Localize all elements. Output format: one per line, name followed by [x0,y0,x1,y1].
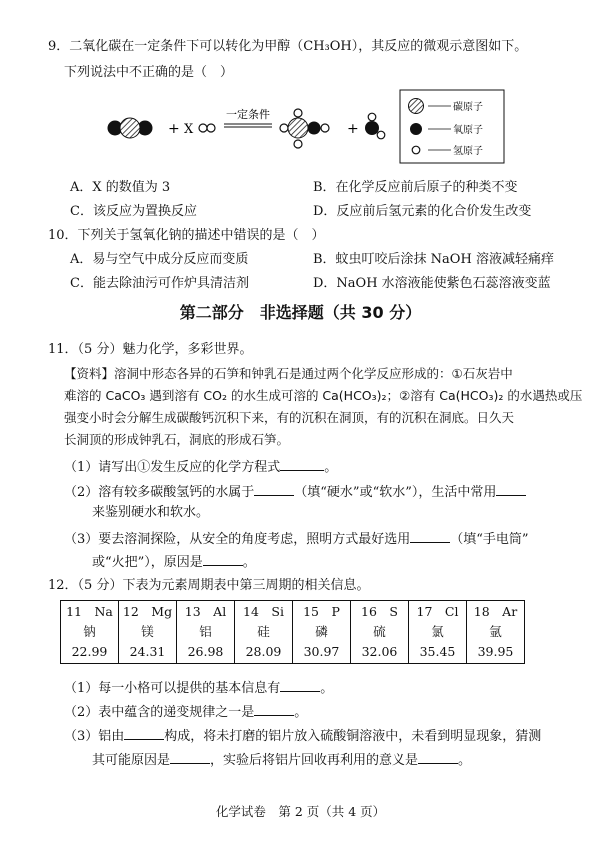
page-footer: 化学试卷 第 2 页（共 4 页） [215,804,386,819]
section-title: 第二部分 非选择题（共 30 分） [179,303,422,322]
q9-option-d: D．反应前后氢元素的化合价发生改变 [313,204,532,219]
element-name: 镁 [141,624,154,639]
q9-stem-line2: 下列说法中不正确的是（ ） [64,65,234,80]
element-number-symbol: 12 Mg [122,604,173,619]
element-cell-s [351,601,409,664]
q11-sub3 [64,529,529,549]
q12-sub3 [64,726,541,746]
periodic-table-period3 [60,600,525,664]
element-cell-al [177,601,235,664]
element-mass: 30.97 [303,644,340,659]
element-cell-ar [467,601,525,664]
q9-option-c: C．该反应为置换反应 [70,204,197,219]
q11-sub3-reason: 或“火把”），原因是 [92,555,203,570]
co2-molecule-icon [108,118,153,138]
carbon-atom-icon [409,99,424,114]
element-number-symbol: 18 Ar [473,604,518,619]
q12-sub3-text: （3）铝由 [64,729,125,744]
element-name: 铝 [199,624,212,639]
element-mass: 22.99 [71,644,108,659]
q9-stem-line1: 9．二氧化碳在一定条件下可以转化为甲醇（CH₃OH），其反应的微观示意图如下。 [48,39,528,54]
q10-option-c: C．能去除油污可作炉具清洁剂 [70,276,249,291]
methanol-molecule-icon [280,109,329,148]
plus-sign-1: + [168,121,180,137]
q11-sub2 [64,482,526,502]
q11-stem: 11．（5 分）魅力化学，多彩世界。 [48,342,253,357]
q12-sub3-line2 [92,750,471,770]
q11-material-line3: 强变小时会分解生成碳酸钙沉积下来，有的沉积在洞顶，有的沉积在洞底。日久天 [64,410,515,425]
element-name: 硅 [257,624,270,639]
q10-option-a: A．易与空气中成分反应而变质 [70,252,249,267]
element-number-symbol: 15 P [303,604,340,619]
plus-sign-2: + [347,121,359,137]
water-molecule-icon [365,113,385,139]
q12-sub1-end: 。 [320,681,334,696]
q11-sub2-cont: 来鉴别硬水和软水。 [92,505,210,520]
legend-carbon: 碳原子 [453,102,483,113]
element-cell-cl [409,601,467,664]
q11-material-line1: 【资料】溶洞中形态各异的石笋和钟乳石是通过两个化学反应形成的：①石灰岩中 [64,366,513,381]
q12-sub1 [64,678,333,698]
element-number-symbol: 17 Cl [416,604,459,619]
reaction-arrow-icon [224,124,272,127]
hydrogen-atom-icon [412,146,420,154]
element-mass: 24.31 [129,644,166,659]
element-mass: 39.95 [477,644,514,659]
element-name: 磷 [315,624,328,639]
q11-sub3-end: 。 [242,555,256,570]
element-name: 氩 [489,624,502,639]
element-cell-p [293,601,351,664]
q12-sub2-text: （2）表中蕴含的递变规律之一是 [64,705,255,720]
element-cell-na [61,601,119,664]
element-number-symbol: 11 Na [66,604,113,619]
element-mass: 35.45 [419,644,456,659]
element-name: 钠 [83,624,96,639]
q11-sub3-hint: （填“手电筒” [450,532,529,547]
element-number-symbol: 13 Al [184,604,227,619]
answer-blank[interactable] [254,482,294,496]
q12-sub2 [64,702,307,722]
element-number-symbol: 16 S [361,604,398,619]
element-name: 硫 [373,624,386,639]
answer-blank[interactable] [124,726,164,740]
q12-sub3-meaning: ，实验后将铝片回收再利用的意义是 [210,753,419,768]
h2-molecule-icon [199,124,215,132]
answer-blank[interactable] [254,702,294,716]
element-cell-si [235,601,293,664]
answer-blank[interactable] [418,750,458,764]
q12-sub3-end: 。 [458,753,472,768]
q10-stem: 10．下列关于氢氧化钠的描述中错误的是（ ） [48,228,325,243]
q12-sub3-cont: 构成，将未打磨的铝片放入硫酸铜溶液中，未看到明显现象，猜测 [164,729,542,744]
element-mass: 28.09 [245,644,282,659]
answer-blank[interactable] [170,750,210,764]
q12-sub3-reason: 其可能原因是 [92,753,171,768]
element-name: 氯 [431,624,444,639]
q12-sub1-text: （1）每一小格可以提供的基本信息有 [64,681,281,696]
legend-oxygen: 氧原子 [453,125,483,136]
q10-option-b: B．蚊虫叮咬后涂抹 NaOH 溶液减轻痛痒 [313,252,554,267]
element-number-symbol: 14 Si [243,604,284,619]
q11-sub3-text: （3）要去溶洞探险，从安全的角度考虑，照明方式最好选用 [64,532,411,547]
q11-sub1-end: 。 [324,460,338,475]
oxygen-atom-icon [410,123,422,135]
legend-hydrogen: 氢原子 [453,146,483,157]
answer-blank[interactable] [280,678,320,692]
x-coefficient: X [184,122,194,137]
answer-blank[interactable] [280,457,324,471]
answer-blank[interactable] [203,552,243,566]
q9-option-a: A．X 的数值为 3 [70,180,171,195]
q11-sub3-cont [92,552,256,572]
q11-material-line4: 长洞顶的形成钟乳石，洞底的形成石笋。 [64,432,290,447]
element-cell-mg [119,601,177,664]
element-mass: 32.06 [361,644,398,659]
answer-blank[interactable] [496,482,526,496]
atom-legend [400,90,504,163]
answer-blank[interactable] [410,529,450,543]
q11-sub2-hint: （填“硬水”或“软水”），生活中常用 [294,485,497,500]
q9-option-b: B．在化学反应前后原子的种类不变 [313,180,518,195]
element-mass: 26.98 [187,644,224,659]
q12-stem: 12．（5 分）下表为元素周期表中第三周期的相关信息。 [48,578,370,593]
q11-sub1-text: （1）请写出①发生反应的化学方程式 [64,460,281,475]
reaction-condition: 一定条件 [226,108,270,121]
q11-sub1 [64,457,337,477]
reaction-diagram [100,88,510,168]
q10-option-d: D．NaOH 水溶液能使紫色石蕊溶液变蓝 [313,276,551,291]
q12-sub2-end: 。 [294,705,308,720]
q11-sub2-text: （2）溶有较多碳酸氢钙的水属于 [64,485,255,500]
q11-material-line2: 难溶的 CaCO₃ 遇到溶有 CO₂ 的水生成可溶的 Ca(HCO₃)₂；②溶有 Ca(HCO₃)₂ 的水遇热或压 [64,388,583,403]
